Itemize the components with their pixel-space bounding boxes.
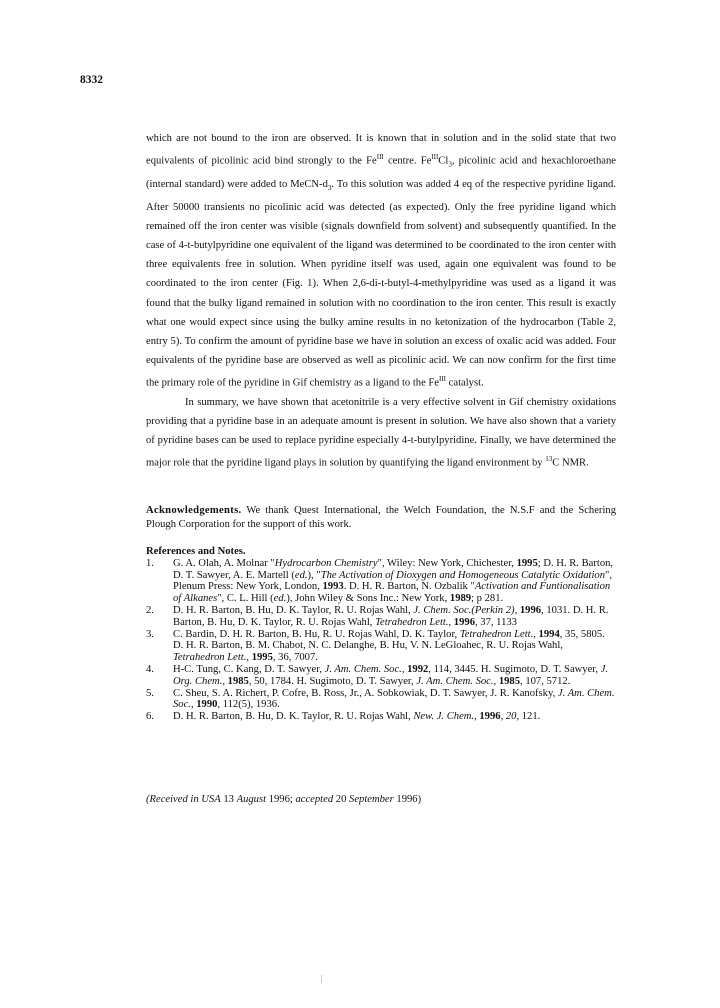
- text-run: (Received in USA: [146, 794, 221, 805]
- text-run: ,: [448, 616, 454, 628]
- text-run: , 37, 1133: [474, 616, 517, 628]
- reference-text: [173, 664, 616, 688]
- text-run: 1996;: [266, 794, 296, 805]
- text-run: 1985: [498, 675, 521, 687]
- reference-text: [173, 605, 616, 629]
- text-run: 1993: [322, 581, 344, 593]
- text-run: ,: [190, 699, 197, 711]
- text-run: ,: [500, 711, 506, 723]
- acknowledgements-text: We thank Quest International, the Welch Foundation, the N.S.F and the Schering Plough Corporation for the support of this work.: [146, 505, 616, 530]
- reference-text: [173, 688, 616, 712]
- text-run: . D. H. R. Barton, N. Ozbalik ": [343, 581, 475, 593]
- reference-list: [146, 558, 616, 723]
- text-run: catalyst.: [446, 377, 484, 389]
- text-run: ", Plenum Press: New York, London,: [173, 569, 612, 593]
- text-run: 3: [448, 160, 452, 169]
- text-run: J. Am. Chem. Soc.: [416, 675, 494, 687]
- text-run: C. Sheu, S. A. Richert, P. Cofre, B. Ross, Jr., A. Sobkowiak, D. T. Sawyer, J. R. Kanofsky,: [173, 687, 558, 699]
- received-line: [146, 794, 421, 805]
- acknowledgements-title: Acknowledgements.: [146, 505, 242, 516]
- text-run: , 35, 5805. D. H. R. Barton, B. M. Chabot, N. C. Delanghe, B. Hu, V. N. LeGloahec, R. U. Rojas Wahl,: [173, 628, 605, 652]
- text-run: ed.: [273, 593, 287, 605]
- text-run: 1994: [538, 628, 560, 640]
- text-run: 3: [327, 183, 332, 192]
- text-run: 20: [333, 794, 350, 805]
- text-run: 1996: [479, 711, 501, 723]
- reference-number: 3.: [146, 628, 154, 640]
- text-run: The Activation of Dioxygen and Homogeneous Catalytic Oxidation: [320, 569, 606, 581]
- text-run: G. A. Olah, A. Molnar ": [173, 557, 275, 569]
- text-run: 13: [220, 794, 237, 805]
- text-run: ; p 281.: [471, 593, 504, 605]
- text-run: Activation and Funtionalisation of Alkanes: [173, 581, 611, 605]
- text-run: ", Wiley: New York, Chichester,: [377, 557, 517, 569]
- text-run: III: [431, 153, 439, 162]
- text-run: ,: [493, 675, 499, 687]
- text-run: 1990: [196, 699, 218, 711]
- reference-item: [146, 558, 616, 605]
- text-run: . To this solution was added 4 eq of the respective pyridine ligand. After 50000 transients no picolinic acid was detected (as expected). Only the free pyridine ligand which remained off the iron center was visible (signals downfield from solvent) and subsequently quantified. In the case of 4-t-butylpyridine one equivalent of the ligand was determined to be coordinated to the iron center with three equivalents free in solution. When pyridine itself was used, again one equivalent was found to be coordinated to the iron center (Fig. 1). When 2,6-di-t-butyl-4-methylpyridine was used as a ligand it was found that the bulky ligand remained in solution with no coordination to the iron center. This result is exactly what one would expect since using the bulky amine results in no ketonization of the hydrocarbon (Table 2, entry 5). To confirm the amount of pyridine base we have in solution an excess of oxalic acid was added. Four equivalents of the pyridine base are observed as well as picolinic acid. We can now confirm for the first time the primary role of the pyridine in Gif chemistry as a ligand to the Fe: [146, 178, 616, 389]
- reference-item: [146, 688, 616, 712]
- text-run: C NMR.: [552, 457, 589, 469]
- text-run: H-C. Tung, C. Kang, D. T. Sawyer,: [173, 663, 325, 675]
- text-run: 1996: [519, 604, 542, 616]
- text-run: ), John Wiley & Sons Inc.: New York,: [286, 593, 450, 605]
- reference-text: [173, 558, 616, 605]
- text-run: , picolinic acid and hexachloroethane (internal standard) were added to MeCN-d: [146, 155, 616, 190]
- text-run: ; D. H. R. Barton, D. T. Sawyer, A. E. Martell (: [173, 557, 614, 581]
- text-run: accepted: [295, 794, 334, 805]
- reference-item: [146, 711, 616, 723]
- text-run: In summary, we have shown that acetonitrile is a very effective solvent in Gif chemistry oxidations providing that a pyridine base in an adequate amount is present in solution. We have also shown that a variety of pyridine bases can be used to replace pyridine especially 4-t-butylpyridine. Finally, we have determined the major role that the pyridine ligand plays in solution by quantifying the ligand environment by: [146, 396, 616, 469]
- acknowledgements: [146, 504, 616, 532]
- text-run: C. Bardin, D. H. R. Barton, B. Hu, R. U. Rojas Wahl, D. K. Taylor,: [173, 628, 460, 640]
- reference-number: 6.: [146, 711, 154, 723]
- text-run: 1989: [449, 593, 472, 605]
- text-run: which are not bound to the iron are observed. It is known that in solution and in the solid state that two equivalents of picolinic acid bind strongly to the Fe: [146, 133, 616, 167]
- reference-number: 4.: [146, 663, 154, 675]
- references-section: [146, 546, 616, 723]
- text-run: 1996: [453, 616, 475, 628]
- text-run: 1995: [516, 557, 538, 569]
- text-run: Tetrahedron Lett.: [375, 616, 449, 628]
- text-run: 1992: [407, 663, 429, 675]
- text-run: 1996): [393, 794, 422, 805]
- body-text: [146, 129, 616, 472]
- text-run: 20: [505, 711, 517, 723]
- text-run: ,: [514, 604, 520, 616]
- text-run: 1995: [251, 652, 273, 664]
- text-run: , 36, 7007.: [272, 652, 318, 664]
- reference-item: [146, 629, 616, 664]
- reference-number: 2.: [146, 604, 154, 616]
- text-run: , 121.: [516, 711, 541, 723]
- text-run: Tetrahedron Lett.: [459, 628, 534, 640]
- reference-number: 1.: [146, 557, 154, 569]
- references-title: References and Notes.: [146, 546, 246, 557]
- body-paragraph-2: [146, 393, 616, 473]
- text-run: ,: [246, 652, 252, 664]
- text-run: Hydrocarbon Chemistry: [274, 557, 378, 569]
- text-run: , 107, 5712.: [520, 675, 571, 687]
- text-run: III: [376, 153, 384, 162]
- text-run: August: [236, 794, 267, 805]
- text-run: ,: [222, 675, 228, 687]
- text-run: ,: [474, 711, 480, 723]
- text-run: D. H. R. Barton, B. Hu, D. K. Taylor, R. U. Rojas Wahl,: [173, 604, 414, 616]
- text-run: Tetrahedron Lett.: [173, 652, 247, 664]
- text-run: , 114, 3445. H. Sugimoto, D. T. Sawyer,: [428, 663, 601, 675]
- text-run: ed.: [294, 569, 308, 581]
- text-run: J. Chem. Soc.(Perkin 2): [413, 604, 515, 616]
- text-run: September: [349, 794, 394, 805]
- text-run: ), ": [307, 569, 321, 581]
- text-run: ,: [533, 628, 539, 640]
- text-run: D. H. R. Barton, B. Hu, D. K. Taylor, R. U. Rojas Wahl,: [173, 711, 414, 723]
- text-run: III: [439, 374, 447, 383]
- text-run: , 50, 1784. H. Sugimoto, D. T. Sawyer,: [248, 675, 417, 687]
- text-run: Cl: [438, 155, 449, 167]
- text-run: , 112(5), 1936.: [217, 699, 280, 711]
- reference-item: [146, 605, 616, 629]
- text-run: J. Am. Chem. Soc.: [324, 663, 402, 675]
- text-run: ", C. L. Hill (: [217, 593, 274, 605]
- page-number: 8332: [80, 74, 103, 86]
- text-run: , 1031. D. H. R. Barton, B. Hu, D. K. Taylor, R. U. Rojas Wahl,: [173, 604, 609, 628]
- text-run: J. Am. Chem. Soc.: [173, 687, 615, 711]
- reference-number: 5.: [146, 687, 154, 699]
- text-run: New. J. Chem.: [413, 711, 475, 723]
- reference-item: [146, 664, 616, 688]
- reference-text: [173, 711, 616, 723]
- text-run: J. Org. Chem.: [173, 663, 609, 687]
- text-run: 1985: [227, 675, 249, 687]
- scan-mark: [321, 975, 322, 983]
- body-paragraph-1: [146, 129, 616, 393]
- text-run: centre. Fe: [383, 155, 432, 167]
- text-run: 13: [545, 454, 553, 463]
- text-run: ,: [401, 663, 408, 675]
- reference-text: [173, 629, 616, 664]
